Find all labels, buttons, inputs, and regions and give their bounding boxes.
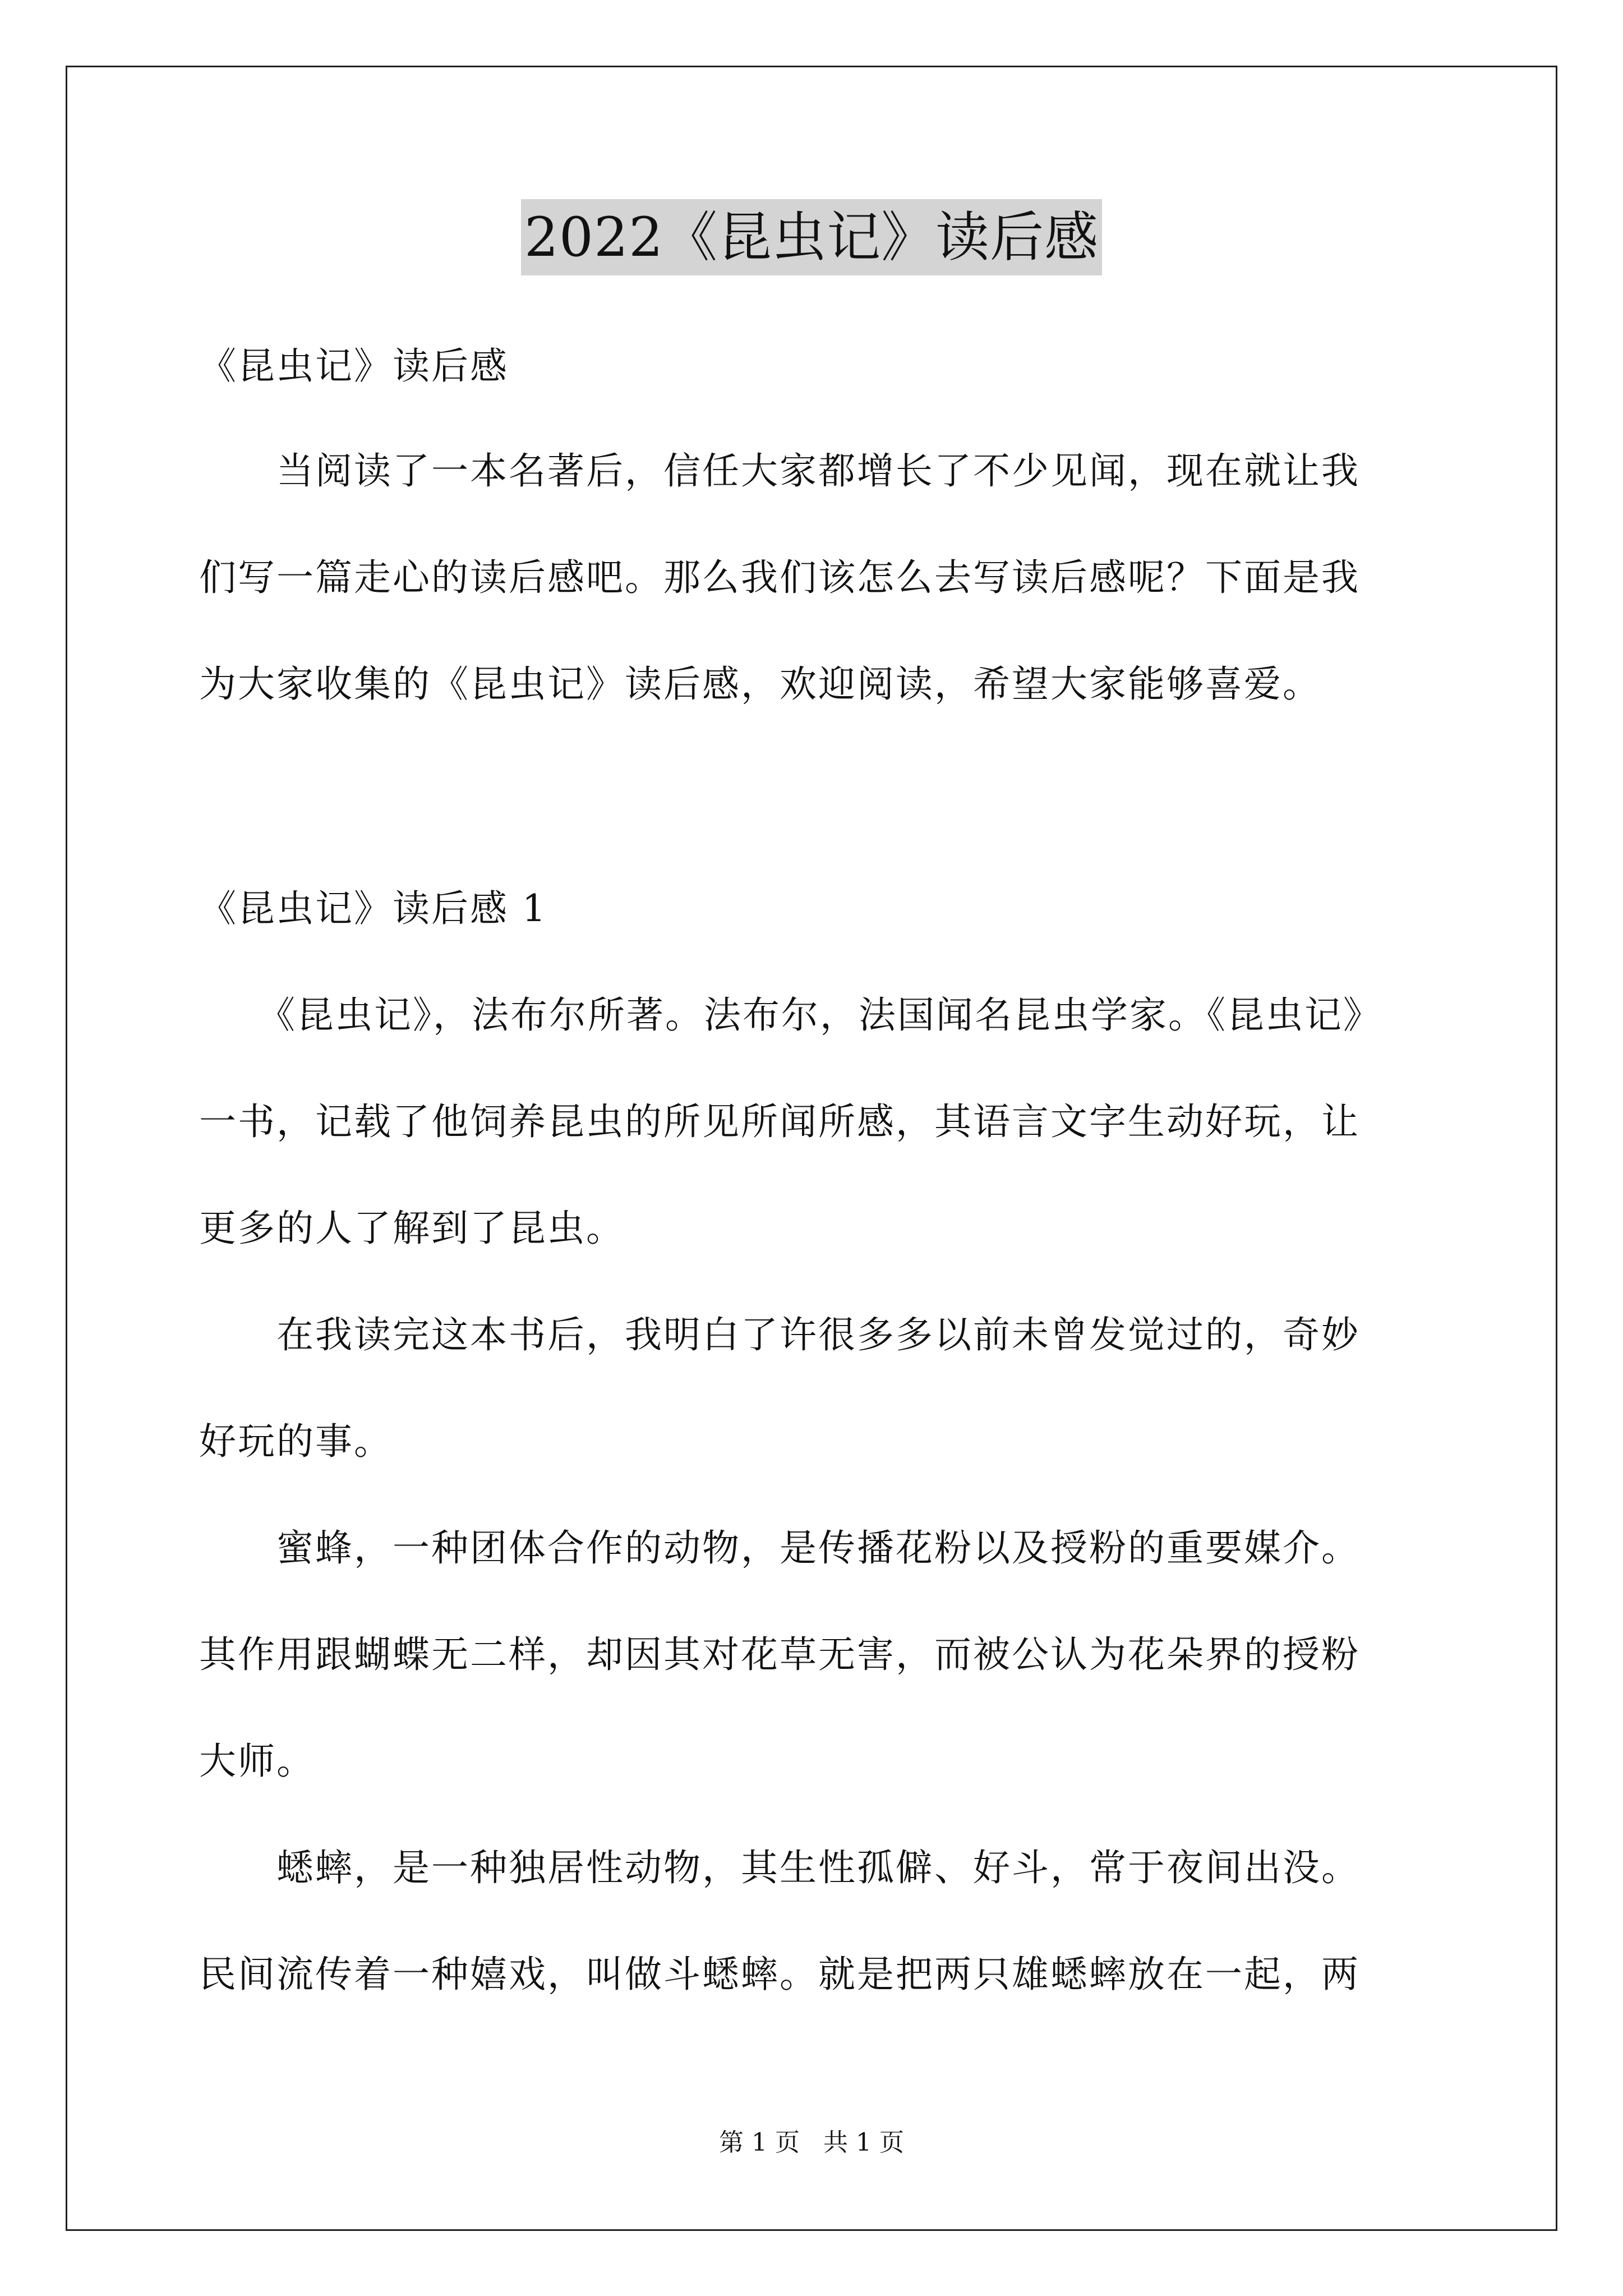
paragraph-line: 为大家收集的《昆虫记》读后感，欢迎阅读，希望大家能够喜爱。 [199, 662, 1321, 706]
page-footer [0, 2126, 1623, 2160]
paragraph-line: 《昆虫记》，法布尔所著。法布尔，法国闻名昆虫学家。《昆虫记》 [199, 993, 1382, 1037]
paragraph-line: 蜜蜂，一种团体合作的动物，是传播花粉以及授粉的重要媒介。 [199, 1526, 1360, 1570]
paragraph-line: 其作用跟蝴蝶无二样，却因其对花草无害，而被公认为花朵界的授粉 [199, 1633, 1360, 1676]
paragraph-line: 更多的人了解到了昆虫。 [199, 1207, 625, 1250]
paragraph-line: 当阅读了一本名著后，信任大家都增长了不少见闻，现在就让我 [199, 449, 1360, 493]
paragraph-line: 一书，记载了他饲养昆虫的所见所闻所感，其语言文字生动好玩，让 [199, 1100, 1360, 1143]
section-heading-1: 《昆虫记》读后感 1 [199, 887, 547, 930]
paragraph-line: 在我读完这本书后，我明白了许很多多以前未曾发觉过的，奇妙 [199, 1313, 1360, 1356]
page-number: 第 1 页 [719, 2128, 800, 2157]
paragraph-line: 民间流传着一种嬉戏，叫做斗蟋蟀。就是把两只雄蟋蟀放在一起，两 [199, 1953, 1360, 1996]
section-heading-intro: 《昆虫记》读后感 [199, 344, 509, 388]
paragraph-line: 们写一篇走心的读后感吧。那么我们该怎么去写读后感呢？下面是我 [199, 556, 1360, 599]
title-container [0, 199, 1623, 275]
paragraph-line: 蟋蟀，是一种独居性动物，其生性孤僻、好斗，常于夜间出没。 [199, 1846, 1360, 1889]
paragraph-line: 大师。 [199, 1740, 315, 1783]
paragraph-line: 好玩的事。 [199, 1420, 393, 1463]
page-total: 共 1 页 [823, 2128, 904, 2157]
document-title: 2022《昆虫记》读后感 [521, 199, 1102, 275]
